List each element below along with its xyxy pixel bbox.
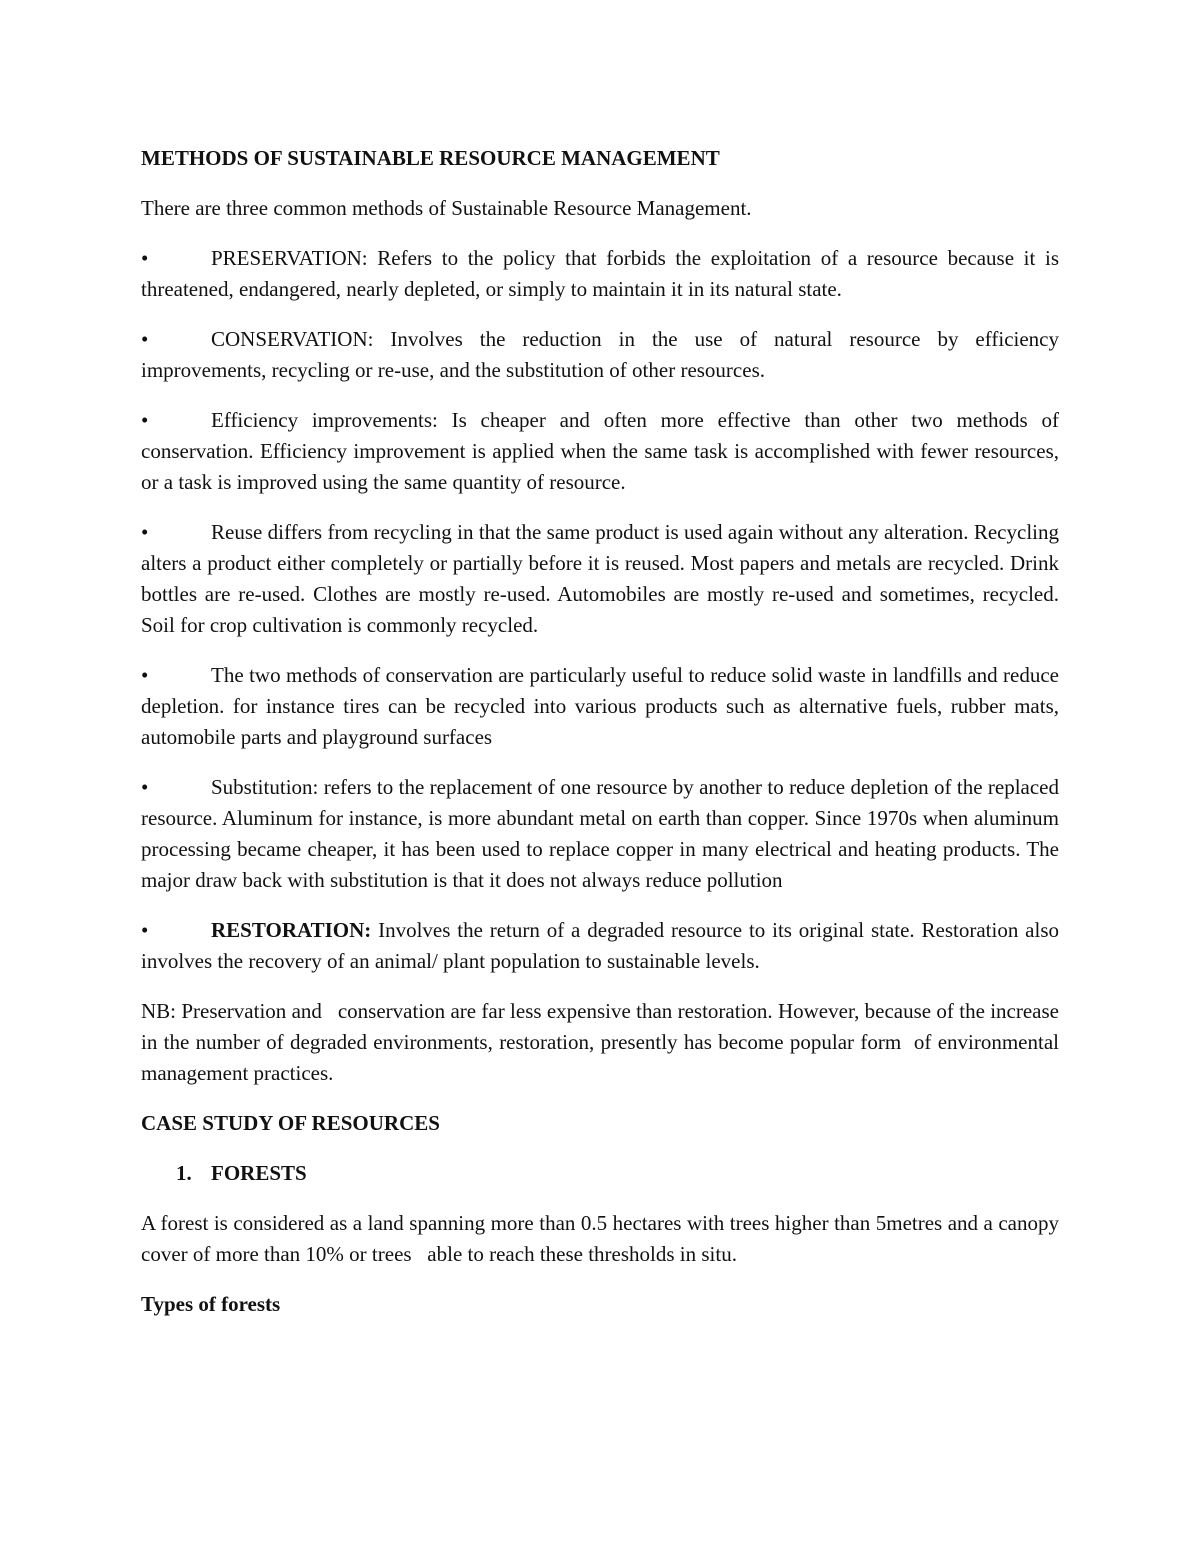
bullet-marker: • — [141, 246, 149, 270]
nb-paragraph: NB: Preservation and conservation are far less expensive than restoration. However, because of the increase in the number of degraded environments, restoration, presently has become popular form of environmental management practices. — [141, 999, 1065, 1085]
bullet-text: CONSERVATION: Involves the reduction in the use of natural resource by efficiency improvements, recycling or re-use, and the substitution of other resources. — [141, 327, 1059, 382]
forests-title: FORESTS — [211, 1161, 307, 1185]
bullet-substitution — [141, 772, 1059, 896]
bullet-marker: • — [141, 918, 149, 942]
bullet-text: PRESERVATION: Refers to the policy that forbids the exploitation of a resource because it is threatened, endangered, nearly depleted, or simply to maintain it in its natural state. — [141, 246, 1059, 301]
forest-definition: A forest is considered as a land spanning more than 0.5 hectares with trees higher than 5metres and a canopy cover of more than 10% or trees able to reach these thresholds in situ. — [141, 1211, 1065, 1266]
document-page — [141, 143, 1065, 1339]
bullet-marker: • — [141, 775, 149, 799]
case-study-heading: CASE STUDY OF RESOURCES — [141, 1111, 440, 1135]
bullet-text: Efficiency improvements: Is cheaper and often more effective than other two methods of conservation. Efficiency improvement is applied when the same task is accomplished with fewer resources, or a task is improved using the same quantity of resource. — [141, 408, 1059, 494]
document-title: METHODS OF SUSTAINABLE RESOURCE MANAGEMENT — [141, 146, 720, 170]
bullet-preservation — [141, 243, 1059, 305]
bullet-text: Reuse differs from recycling in that the same product is used again without any alteration. Recycling alters a product either completely or partially before it is reused. Most papers and metals are recycled. Drink bottles are re-used. Clothes are mostly re-used. Automobiles are mostly re-used and sometimes, recycled. Soil for crop cultivation is commonly recycled. — [141, 520, 1059, 637]
bullet-text: Substitution: refers to the replacement of one resource by another to reduce depletion of the replaced resource. Aluminum for instance, is more abundant metal on earth than copper. Since 1970s when aluminum processing became cheaper, it has been used to replace copper in many electrical and heating products. The major draw back with substitution is that it does not always reduce pollution — [141, 775, 1059, 892]
bullet-marker: • — [141, 408, 149, 432]
restoration-label: RESTORATION: — [211, 918, 372, 942]
bullet-text: The two methods of conservation are particularly useful to reduce solid waste in landfills and reduce depletion. for instance tires can be recycled into various products such as alternative fuels, rubber mats, automobile parts and playground surfaces — [141, 663, 1059, 749]
bullet-marker: • — [141, 327, 149, 351]
types-of-forests-heading: Types of forests — [141, 1292, 281, 1316]
bullet-marker: • — [141, 520, 149, 544]
intro-paragraph: There are three common methods of Sustainable Resource Management. — [141, 196, 752, 220]
forests-number: 1. — [176, 1161, 192, 1185]
bullet-restoration — [141, 915, 1059, 977]
bullet-marker: • — [141, 663, 149, 687]
bullet-conservation — [141, 324, 1059, 386]
bullet-efficiency — [141, 405, 1059, 498]
bullet-two-methods — [141, 660, 1059, 753]
bullet-reuse — [141, 517, 1059, 641]
forests-heading — [176, 1158, 1059, 1189]
restoration-text: Involves the return of a degraded resource to its original state. Restoration also involves the recovery of an animal/ plant population to sustainable levels. — [141, 918, 1059, 973]
